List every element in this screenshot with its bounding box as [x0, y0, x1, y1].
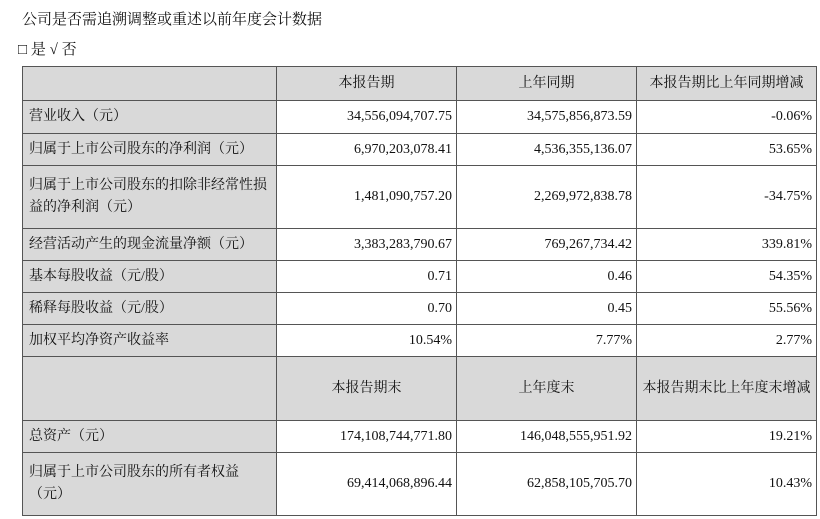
cell-chg: 2.77% — [637, 325, 817, 357]
cell-chg: 53.65% — [637, 134, 817, 166]
cell-cur: 10.54% — [277, 325, 457, 357]
column-header: 本报告期末 — [277, 357, 457, 421]
restatement-option — [18, 38, 77, 59]
row-label: 总资产（元） — [23, 421, 277, 453]
cell-cur: 6,970,203,078.41 — [277, 134, 457, 166]
header-blank — [23, 357, 277, 421]
cell-prev: 62,858,105,705.70 — [457, 453, 637, 516]
table-row — [23, 101, 817, 134]
section-title: 公司是否需追溯调整或重述以前年度会计数据 — [22, 12, 323, 28]
cell-prev: 769,267,734.42 — [457, 229, 637, 261]
cell-chg: 54.35% — [637, 261, 817, 293]
cell-cur: 0.70 — [277, 293, 457, 325]
table-row — [23, 293, 817, 325]
cell-prev: 4,536,355,136.07 — [457, 134, 637, 166]
row-label: 稀释每股收益（元/股） — [23, 293, 277, 325]
checkbox-icon: □ — [18, 42, 28, 58]
table-row — [23, 261, 817, 293]
cell-cur: 69,414,068,896.44 — [277, 453, 457, 516]
row-label: 归属于上市公司股东的扣除非经常性损益的净利润（元） — [23, 166, 277, 229]
cell-prev: 146,048,555,951.92 — [457, 421, 637, 453]
cell-cur: 0.71 — [277, 261, 457, 293]
cell-prev: 2,269,972,838.78 — [457, 166, 637, 229]
cell-chg: 339.81% — [637, 229, 817, 261]
cell-chg: 55.56% — [637, 293, 817, 325]
column-header: 本报告期末比上年度末增减 — [637, 357, 817, 421]
row-label: 加权平均净资产收益率 — [23, 325, 277, 357]
cell-chg: 10.43% — [637, 453, 817, 516]
table-row — [23, 229, 817, 261]
header-blank — [23, 67, 277, 101]
column-header: 本报告期比上年同期增减 — [637, 67, 817, 101]
table-row — [23, 453, 817, 516]
cell-prev: 34,575,856,873.59 — [457, 101, 637, 134]
row-label: 归属于上市公司股东的净利润（元） — [23, 134, 277, 166]
column-header: 上年同期 — [457, 67, 637, 101]
option-yes: 是 — [30, 42, 46, 58]
row-label: 归属于上市公司股东的所有者权益（元） — [23, 453, 277, 516]
row-label: 营业收入（元） — [23, 101, 277, 134]
column-header: 上年度末 — [457, 357, 637, 421]
cell-cur: 3,383,283,790.67 — [277, 229, 457, 261]
cell-cur: 34,556,094,707.75 — [277, 101, 457, 134]
row-label: 经营活动产生的现金流量净额（元） — [23, 229, 277, 261]
cell-chg: 19.21% — [637, 421, 817, 453]
check-icon: √ — [49, 42, 58, 58]
cell-cur: 1,481,090,757.20 — [277, 166, 457, 229]
table-row — [23, 134, 817, 166]
table-row — [23, 421, 817, 453]
cell-chg: -34.75% — [637, 166, 817, 229]
table-row — [23, 325, 817, 357]
table-header-row — [23, 357, 817, 421]
financial-data-table — [22, 66, 817, 516]
cell-prev: 7.77% — [457, 325, 637, 357]
cell-prev: 0.46 — [457, 261, 637, 293]
cell-chg: -0.06% — [637, 101, 817, 134]
row-label: 基本每股收益（元/股） — [23, 261, 277, 293]
cell-cur: 174,108,744,771.80 — [277, 421, 457, 453]
cell-prev: 0.45 — [457, 293, 637, 325]
column-header: 本报告期 — [277, 67, 457, 101]
table-row — [23, 166, 817, 229]
table-header-row — [23, 67, 817, 101]
option-no: 否 — [61, 42, 77, 58]
